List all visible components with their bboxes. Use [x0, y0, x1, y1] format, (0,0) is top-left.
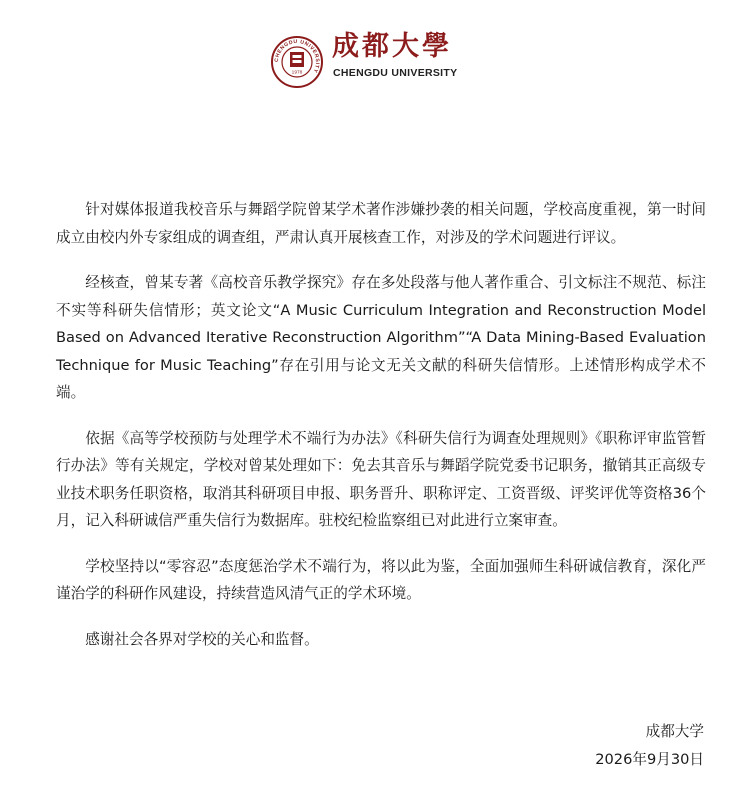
- university-seal-icon: [271, 36, 323, 88]
- signature-organization: 成都大学: [645, 723, 704, 740]
- university-logo-chinese: 成都大學: [332, 31, 452, 62]
- signature-date: 2026年9月30日: [595, 751, 704, 768]
- paragraph-5: 感谢社会各界对学校的关心和监督。: [85, 630, 319, 648]
- seal-year: 1978: [291, 70, 303, 76]
- paragraph-1: 针对媒体报道我校音乐与舞蹈学院曾某学术著作涉嫌抄袭的相关问题，学校高度重视，第一时间成立由校内外专家组成的调查组，严肃认真开展核查工作，对涉及的学术问题进行评议。: [56, 201, 706, 246]
- signature-block: [595, 718, 704, 774]
- paragraph-3: 依据《高等学校预防与处理学术不端行为办法》《科研失信行为调查处理规则》《职称评审监管暂行办法》等有关规定，学校对曾某处理如下：免去其音乐与舞蹈学院党委书记职务，撤销其正高级专业技术职务任职资格，取消其科研项目申报、职务晋升、职称评定、工资晋级、评奖评优等资格36个月，记入科研诚信严重失信行为数据库。驻校纪检监察组已对此进行立案审查。: [56, 429, 706, 529]
- notice-body: [56, 196, 706, 671]
- seal-ring-text: CHENGDU UNIVERSITY: [273, 38, 321, 74]
- university-logo-english: CHENGDU UNIVERSITY: [333, 67, 458, 79]
- paragraph-4: 学校坚持以“零容忍”态度惩治学术不端行为，将以此为鉴，全面加强师生科研诚信教育，深化严谨治学的科研作风建设，持续营造风清气正的学术环境。: [56, 557, 706, 602]
- letterhead: [0, 22, 730, 92]
- paragraph-2: 经核查，曾某专著《高校音乐教学探究》存在多处段落与他人著作重合、引文标注不规范、标注不实等科研失信情形；英文论文“A Music Curriculum Integration and Reconstruction Model Based on Advanced Iterative Reconstruction Algorithm”“A Data Mining-Based Evaluation Technique for Music Teaching”存在引用与论文无关文献的科研失信情形。上述情形构成学术不端。: [56, 274, 706, 401]
